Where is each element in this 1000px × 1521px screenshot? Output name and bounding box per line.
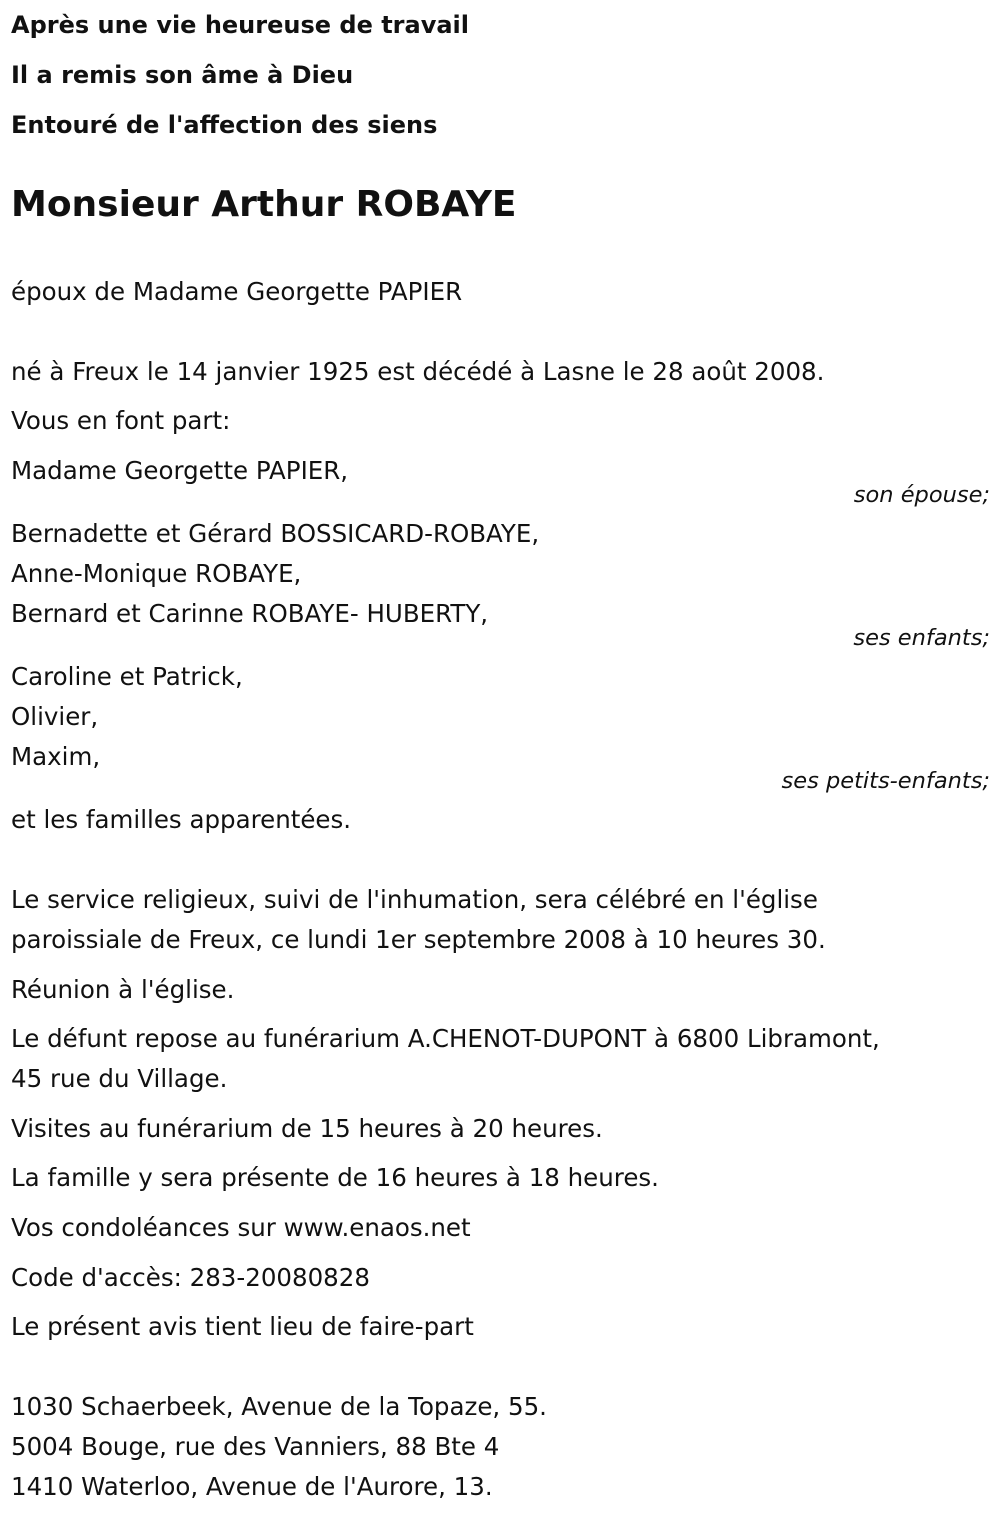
address-line-2: 5004 Bouge, rue des Vanniers, 88 Bte 4 [11, 1432, 500, 1461]
service-line-2: paroissiale de Freux, ce lundi 1er septembre 2008 à 10 heures 30. [11, 925, 826, 954]
condolences-line: Vos condoléances sur www.enaos.net [11, 1213, 471, 1242]
spouse-line: époux de Madame Georgette PAPIER [11, 277, 463, 306]
child-name-1: Bernadette et Gérard BOSSICARD-ROBAYE, [11, 519, 540, 548]
address-line-3: 1410 Waterloo, Avenue de l'Aurore, 13. [11, 1472, 493, 1501]
notice-line: Le présent avis tient lieu de faire-part [11, 1312, 474, 1341]
service-line-1: Le service religieux, suivi de l'inhumation, sera célébré en l'église [11, 885, 818, 914]
spouse-name: Madame Georgette PAPIER, [11, 456, 349, 485]
families-line: et les familles apparentées. [11, 805, 352, 834]
meeting-line: Réunion à l'église. [11, 975, 235, 1004]
grandchild-name-2: Olivier, [11, 702, 99, 731]
intro-line-1: Après une vie heureuse de travail [11, 11, 469, 39]
child-name-3: Bernard et Carinne ROBAYE- HUBERTY, [11, 599, 489, 628]
access-code-line: Code d'accès: 283-20080828 [11, 1263, 370, 1292]
spouse-relation: son épouse; [853, 482, 990, 508]
address-line-1: 1030 Schaerbeek, Avenue de la Topaze, 55. [11, 1392, 547, 1421]
child-name-2: Anne-Monique ROBAYE, [11, 559, 302, 588]
birth-death-line: né à Freux le 14 janvier 1925 est décédé à Lasne le 28 août 2008. [11, 357, 825, 386]
funeral-home-line-1: Le défunt repose au funérarium A.CHENOT-DUPONT à 6800 Libramont, [11, 1024, 880, 1053]
announce-line: Vous en font part: [11, 406, 231, 435]
family-presence-line: La famille y sera présente de 16 heures à 18 heures. [11, 1163, 659, 1192]
grandchild-name-3: Maxim, [11, 742, 101, 771]
children-relation: ses enfants; [853, 625, 990, 651]
intro-line-3: Entouré de l'affection des siens [11, 111, 438, 139]
grandchild-name-1: Caroline et Patrick, [11, 662, 243, 691]
funeral-home-line-2: 45 rue du Village. [11, 1064, 228, 1093]
visits-line: Visites au funérarium de 15 heures à 20 heures. [11, 1114, 603, 1143]
intro-line-2: Il a remis son âme à Dieu [11, 61, 354, 89]
grandchildren-relation: ses petits-enfants; [781, 768, 990, 794]
deceased-name: Monsieur Arthur ROBAYE [11, 184, 517, 225]
